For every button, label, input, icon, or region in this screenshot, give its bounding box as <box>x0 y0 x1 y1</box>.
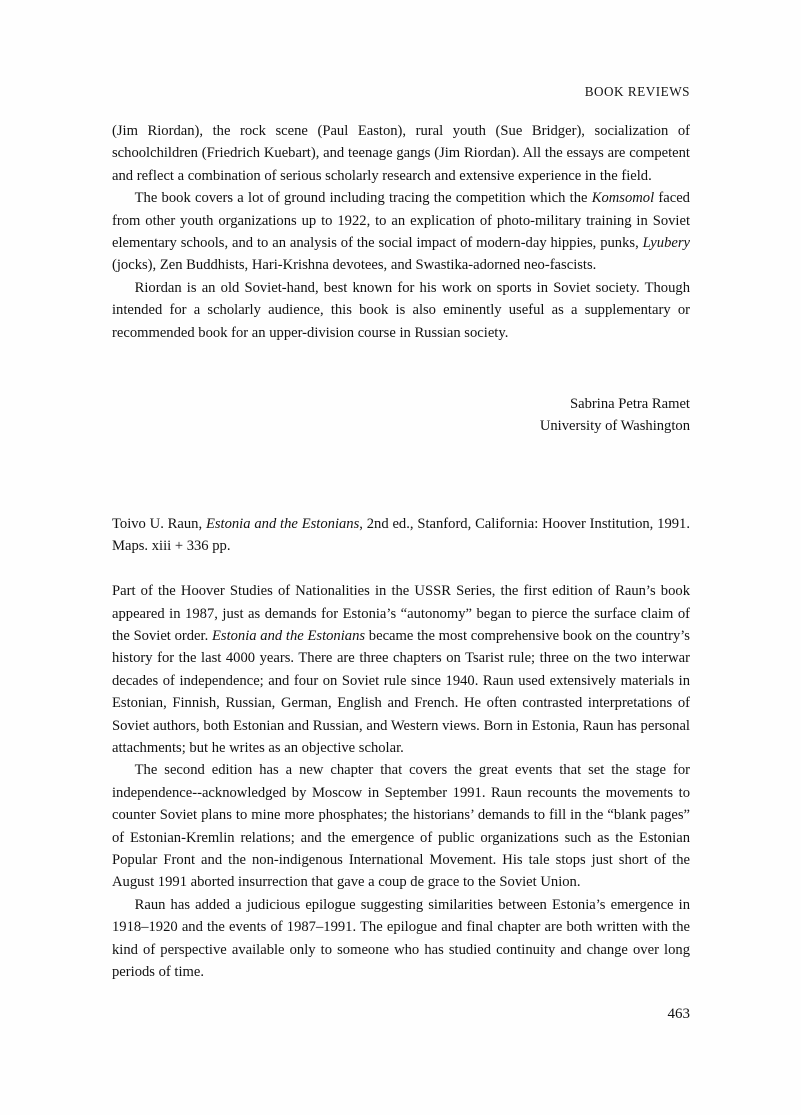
review2-paragraph-2-text: The second edition has a new chapter that covers the great events that set the stage for independence--acknowledged by Moscow in September 1991. Raun recounts the movements to counter Soviet plans to mine more phosphates; the historians’ demands to fill in the “blank pages” of Estonian-Kremlin relations; and the emergence of public organizations such as the Estonian Popular Front and the non-indigenous International Movement. His tale stops just short of the August 1991 aborted insurrection that gave a coup de grace to the Soviet Union. <box>112 762 690 891</box>
review1-paragraph-2-text-c: (jocks), Zen Buddhists, Hari-Krishna devotees, and Swastika-adorned neo-fascists. <box>112 257 597 274</box>
citation-publication-details: , 2nd ed., Stanford, California: Hoover Institution, 1991. Maps. xiii + 336 pp. <box>112 516 690 555</box>
book-review-raun <box>112 513 690 984</box>
reviewer-affiliation: University of Washington <box>539 418 690 435</box>
reviewer-name: Sabrina Petra Ramet <box>570 396 690 412</box>
review2-paragraph-3 <box>112 894 690 984</box>
review2-paragraph-1-text-b: became the most comprehensive book on the country’s history for the last 4000 years. There are three chapters on Tsarist rule; three on the two interwar decades of independence; and four on Soviet rule since 1940. Raun used extensively materials in Estonian, Finnish, Russian, German, English and French. He often contrasted interpretations of Soviet authors, both Estonian and Russian, and Western views. Born in Estonia, Raun has personal attachments; but he writes as an objective scholar. <box>112 628 690 757</box>
review1-paragraph-3-text: Riordan is an old Soviet-hand, best known for his work on sports in Soviet society. Though intended for a scholarly audience, this book is also eminently useful as a supplementary or recommended book for an upper-division course in Russian society. <box>112 279 690 341</box>
review1-paragraph-3 <box>112 277 690 344</box>
review2-paragraph-3-text: Raun has added a judicious epilogue suggesting similarities between Estonia’s emergence in 1918–1920 and the events of 1987–1991. The epilogue and final chapter are both written with the kind of perspective available only to someone who has studied continuity and change over long periods of time. <box>112 896 690 981</box>
komsomol-italic-term: Komsomol <box>591 190 655 207</box>
running-head: BOOK REVIEWS <box>584 84 690 99</box>
review1-paragraph-1 <box>112 120 690 187</box>
book-review-riordan <box>112 120 690 344</box>
lyubery-italic-term: Lyubery <box>642 235 690 252</box>
reviewer-signature-block <box>112 393 690 438</box>
review1-paragraph-2-text-b: faced from other youth organizations up to 1922, to an explication of photo-military training in Soviet elementary schools, and to an analysis of the social impact of modern-day hippies, punks, <box>112 190 690 252</box>
page-number: 463 <box>667 1006 690 1022</box>
review1-paragraph-1-text: (Jim Riordan), the rock scene (Paul Easton), rural youth (Sue Bridger), socialization of schoolchildren (Friedrich Kuebart), and teenage gangs (Jim Riordan). All the essays are competent and reflect a combination of serious scholarly research and extensive experience in the field. <box>112 123 690 184</box>
estonia-and-the-estonians-italic-title: Estonia and the Estonians <box>211 628 366 645</box>
review1-paragraph-2 <box>112 187 690 277</box>
citation-title-italic: Estonia and the Estonians <box>205 516 360 532</box>
citation-author: Toivo U. Raun, <box>112 516 206 532</box>
review1-paragraph-2-text-a: The book covers a lot of ground including tracing the competition which the <box>134 190 592 207</box>
review2-paragraph-1 <box>112 580 690 759</box>
review2-paragraph-2 <box>112 759 690 893</box>
review2-paragraph-1-text-a: Part of the Hoover Studies of Nationalities in the USSR Series, the first edition of Raun’s book appeared in 1987, just as demands for Estonia’s “autonomy” began to pierce the surface claim of the Soviet order. <box>112 583 690 645</box>
book-citation-heading <box>112 513 690 558</box>
